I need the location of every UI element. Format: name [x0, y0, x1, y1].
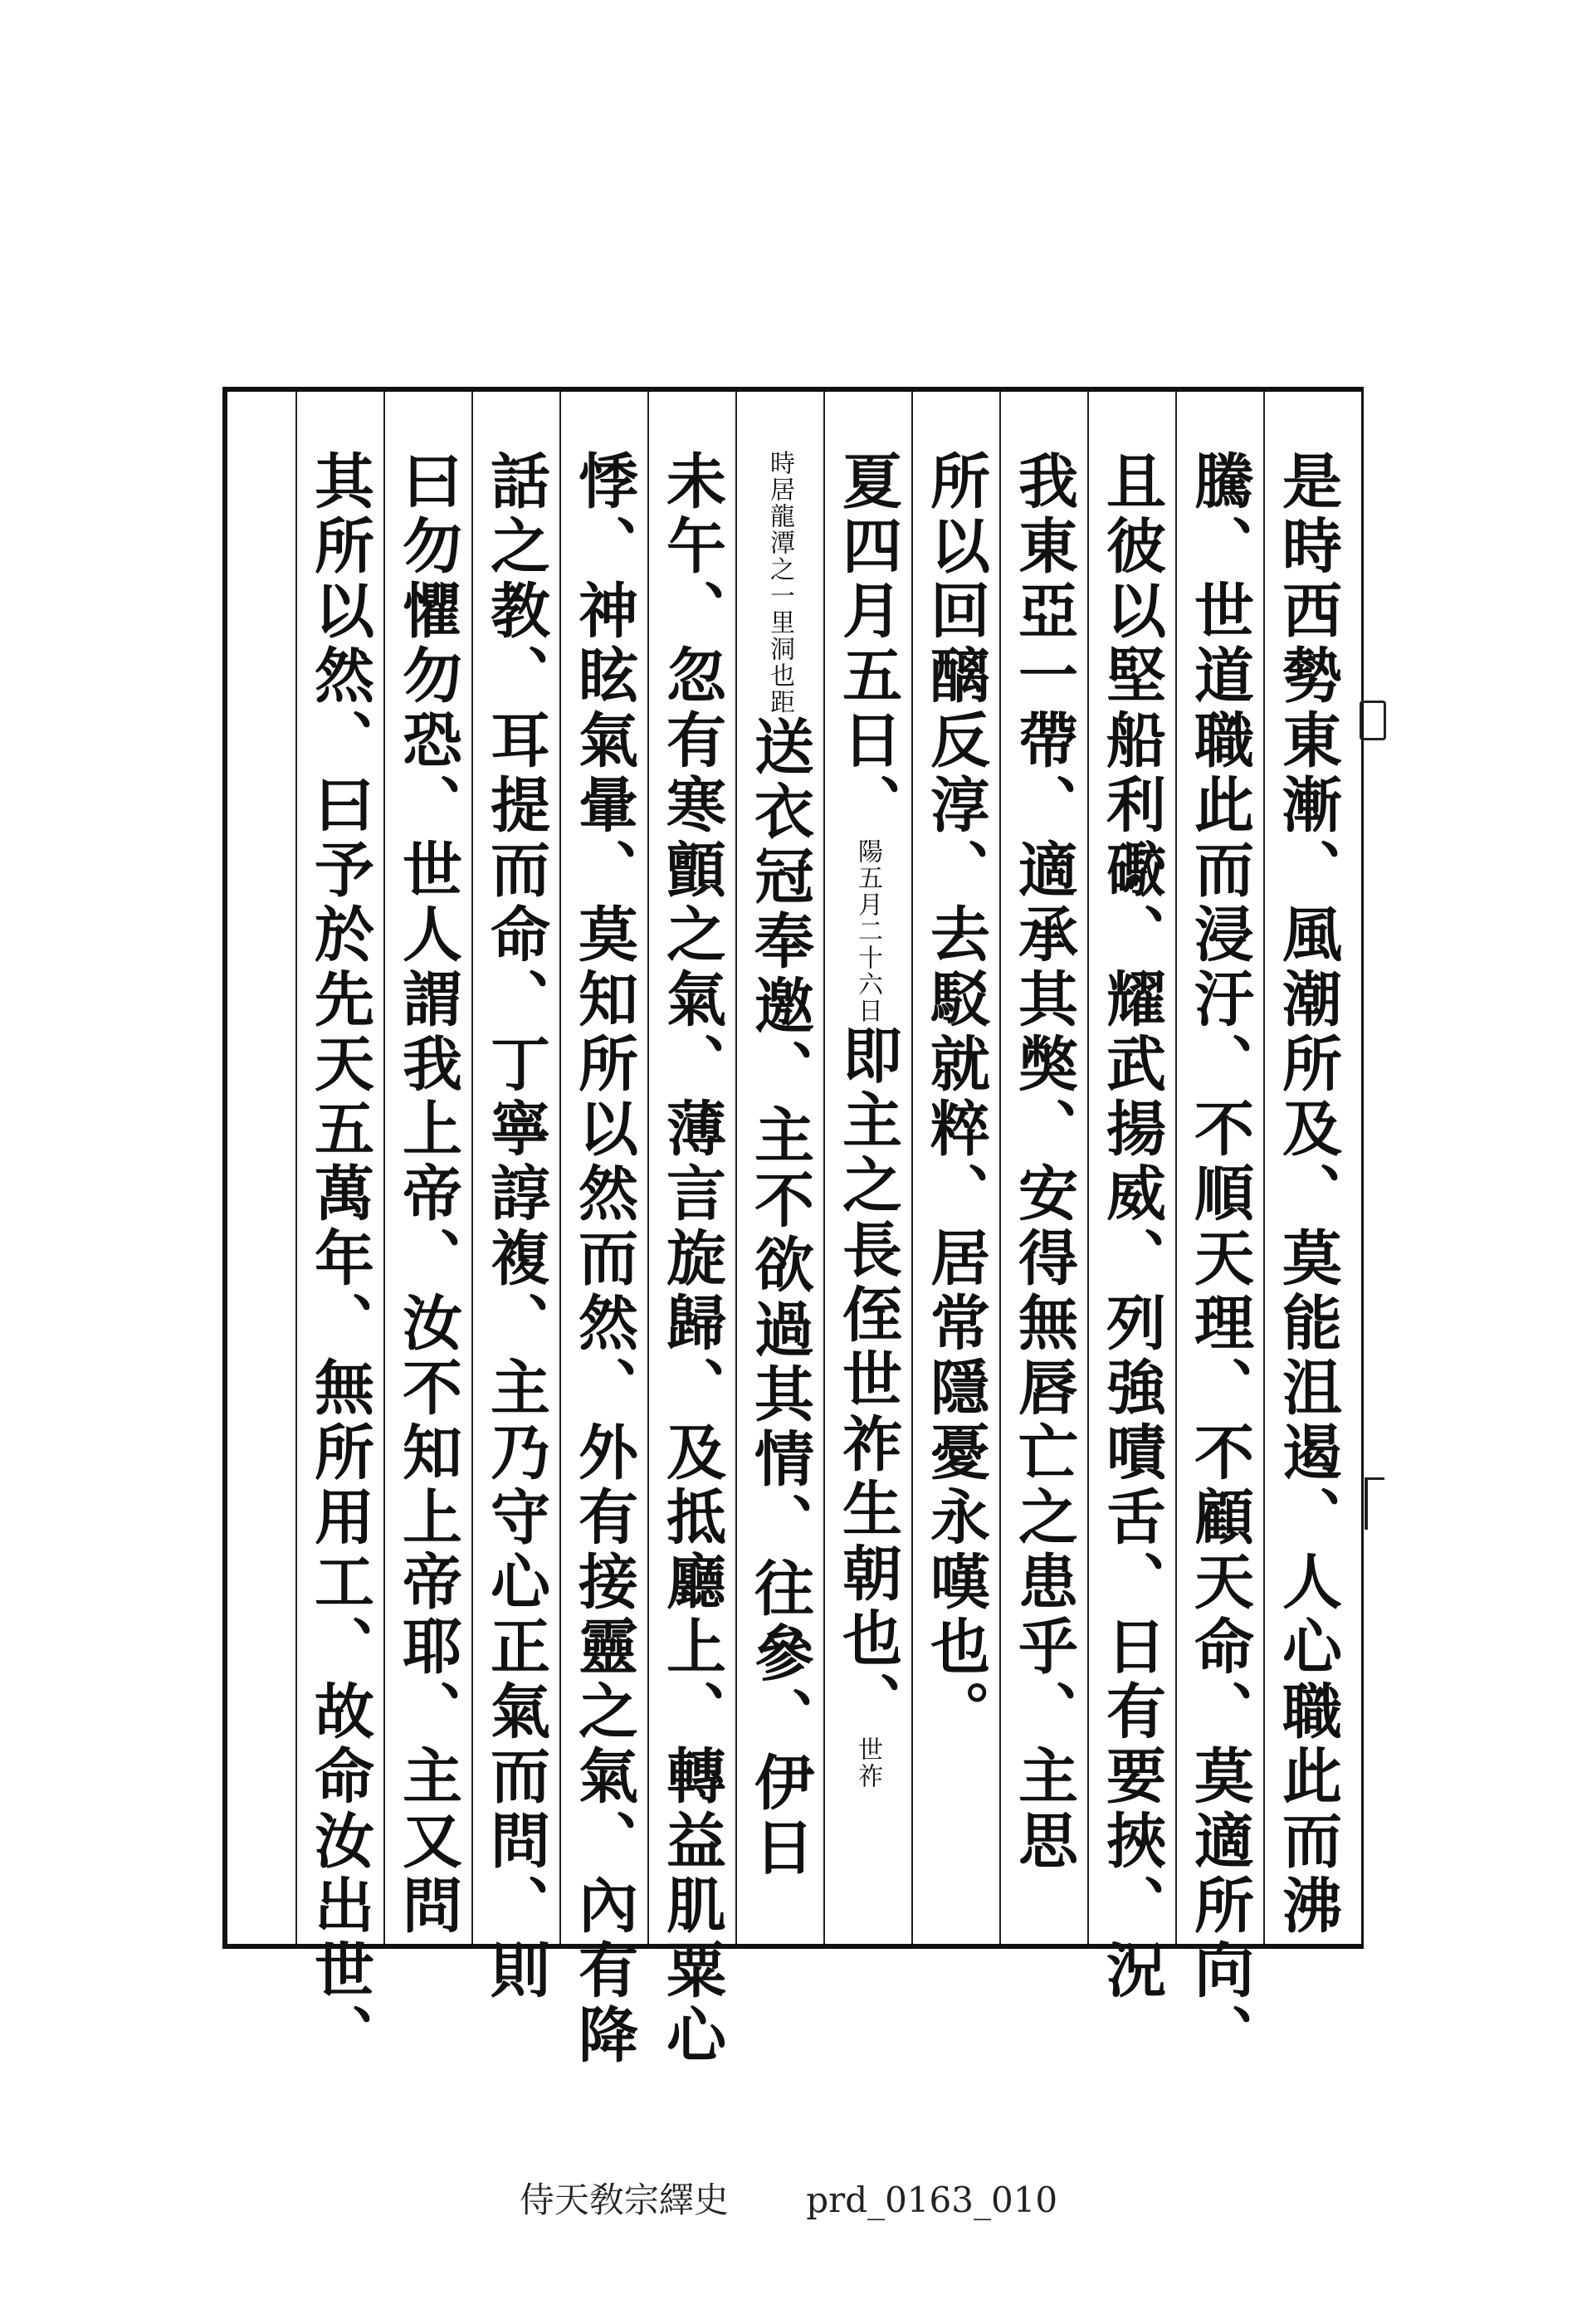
footer-title: 侍天敎宗繹史 [519, 2180, 729, 2220]
text-column-5 [911, 392, 999, 1944]
column-text: 未午、忽有寒顫之氣、薄言旋歸、及抵廳上、轉益肌粟心 [657, 450, 727, 2068]
fore-edge-mark [1360, 701, 1386, 740]
footer-code: prd_0163_010 [806, 2180, 1058, 2220]
column-text: 即主之長侄世祚生朝也、 [832, 1024, 903, 1736]
column-text: 我東亞一帶、適承其獘、安得無唇亡之患乎、主思 [1008, 450, 1079, 1874]
column-text: 送衣冠奉邀、主不欲過其情、往參、伊日 [745, 715, 815, 1881]
text-column-8 [647, 392, 735, 2068]
interlinear-note: 世祚 [853, 1736, 882, 1789]
interlinear-note: 陽五月二十六日 [853, 838, 882, 1024]
column-text-with-note [737, 450, 823, 1881]
text-column-6 [823, 392, 911, 1944]
text-column-2 [1175, 392, 1263, 2068]
text-column-7 [735, 392, 823, 1944]
interlinear-note: 時居龍潭之一里洞也距 [765, 450, 794, 715]
column-text: 是時西勢東漸、風潮所及、莫能沮遏、人心職此而沸 [1272, 450, 1343, 1939]
column-text: 騰、世道職此而浸汙、不順天理、不顧天命、莫適所向、 [1184, 450, 1255, 2068]
column-text: 話之教、耳提而命、丁寧諄複、主乃守心正氣而問、則 [481, 450, 551, 2004]
text-column-12 [295, 392, 383, 2068]
column-text: 夏四月五日、 [832, 450, 903, 838]
text-column-3 [1087, 392, 1175, 2004]
fore-edge-tick [1365, 1477, 1384, 1530]
text-column-10 [471, 392, 559, 2004]
text-column-1 [1263, 392, 1351, 1944]
column-text: 且彼以堅船利礮、耀武揚威、列強嘖舌、日有要挾、況 [1096, 450, 1167, 2004]
column-text: 其所以然、曰予於先天五萬年、無所用工、故命汝出世、 [305, 450, 375, 2068]
text-column-11 [383, 392, 471, 1944]
column-text-with-note [825, 450, 911, 1789]
text-frame [222, 387, 1364, 2068]
column-text: 所以回醨反淳、去駁就粹、居常隱憂永嘆也。 [920, 450, 991, 1745]
page-footer [0, 2173, 1577, 2223]
text-column-9 [559, 392, 647, 2068]
column-text: 曰勿懼勿恐、世人謂我上帝、汝不知上帝耶、主又問 [393, 450, 463, 1939]
text-column-4 [999, 392, 1087, 1944]
column-text: 悸、神眩氣暈、莫知所以然而然、外有接靈之氣、內有降 [569, 450, 639, 2068]
